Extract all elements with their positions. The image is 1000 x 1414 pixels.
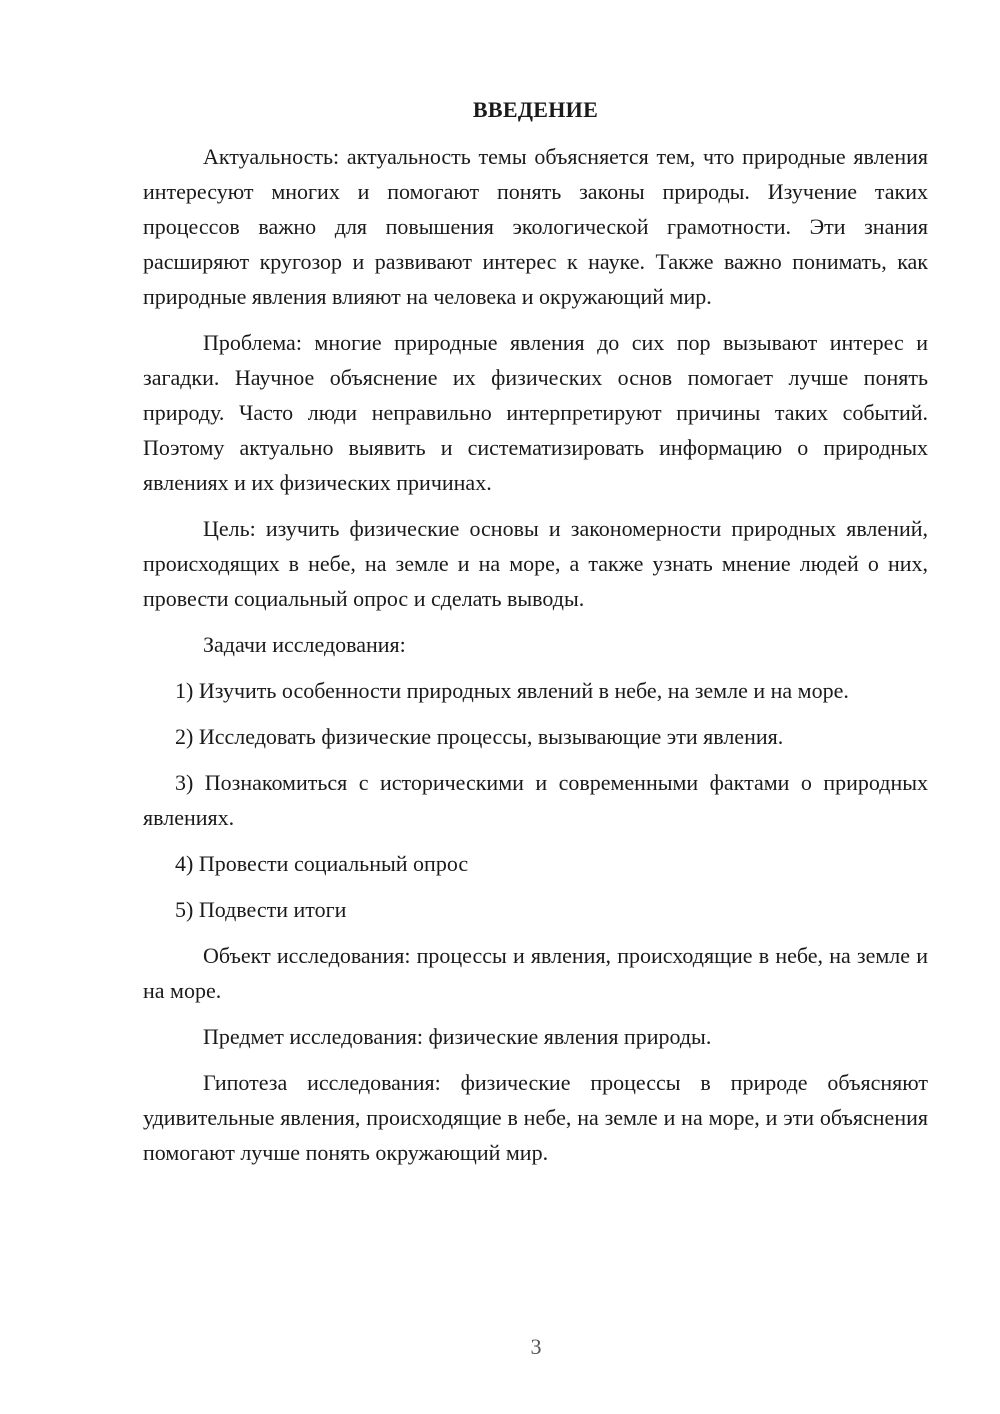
- page-content: [143, 92, 928, 1170]
- hypothesis-paragraph: Гипотеза исследования: физические процессы в природе объясняют удивительные явления, происходящие в небе, на земле и на море, и эти объяснения помогают лучше понять окружающий мир.: [143, 1070, 928, 1165]
- page-number: 3: [530, 1334, 542, 1359]
- task-item: 1) Изучить особенности природных явлений в небе, на земле и на море.: [175, 678, 849, 703]
- tasks-heading: Задачи исследования:: [203, 632, 406, 657]
- problem-paragraph: Проблема: многие природные явления до сих пор вызывают интерес и загадки. Научное объяснение их физических основ помогает лучше понять природу. Часто люди неправильно интерпретируют причины таких событий. Поэтому актуально выявить и систематизировать информацию о природных явлениях и их физических причинах.: [143, 330, 928, 495]
- object-paragraph: Объект исследования: процессы и явления, происходящие в небе, на земле и на море.: [143, 943, 928, 1003]
- relevance-paragraph: Актуальность: актуальность темы объясняется тем, что природные явления интересуют многих и помогают понять законы природы. Изучение таких процессов важно для повышения экологической грамотности. Эти знания расширяют кругозор и развивают интерес к науке. Также важно понимать, как природные явления влияют на человека и окружающий мир.: [143, 144, 928, 309]
- section-title: ВВЕДЕНИЕ: [472, 97, 599, 122]
- subject-paragraph: Предмет исследования: физические явления природы.: [203, 1024, 712, 1049]
- task-item: 4) Провести социальный опрос: [175, 851, 469, 876]
- task-item: 2) Исследовать физические процессы, вызывающие эти явления.: [175, 724, 784, 749]
- task-item: 5) Подвести итоги: [175, 897, 347, 922]
- task-item: 3) Познакомиться с историческими и современными фактами о природных явлениях.: [143, 770, 928, 830]
- goal-paragraph: Цель: изучить физические основы и закономерности природных явлений, происходящих в небе, на земле и на море, а также узнать мнение людей о них, провести социальный опрос и сделать выводы.: [143, 516, 928, 611]
